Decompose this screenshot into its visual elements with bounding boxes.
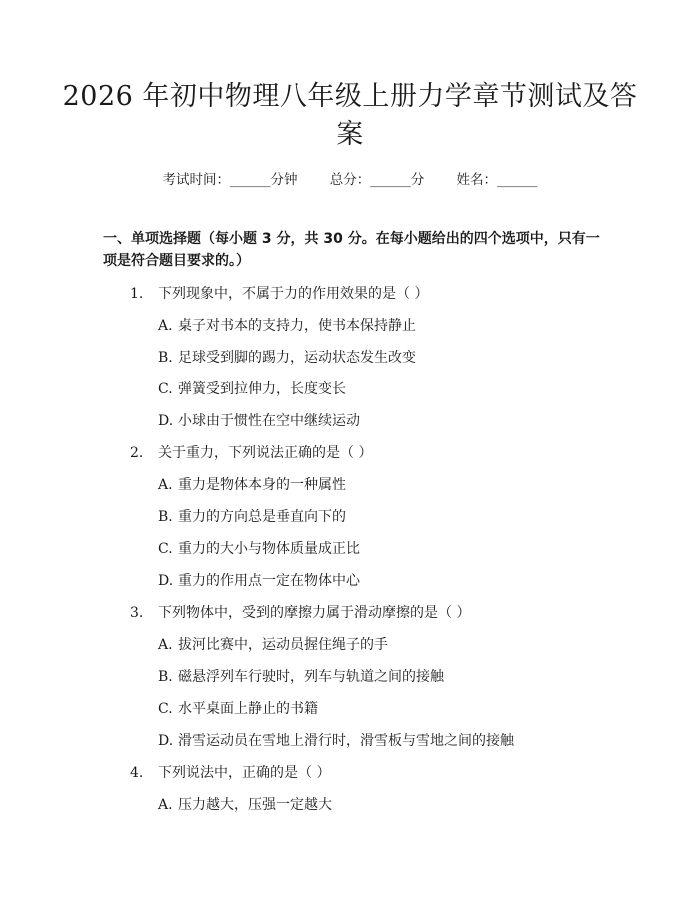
option-text: 桌子对书本的支持力，使书本保持静止 [178, 318, 416, 334]
option-letter: D. [158, 733, 174, 749]
option-letter: B. [158, 350, 173, 366]
option-letter: D. [158, 413, 174, 429]
question-4 [130, 762, 330, 782]
option-letter: D. [158, 573, 174, 589]
option-text: 磁悬浮列车行驶时，列车与轨道之间的接触 [178, 669, 444, 685]
exam-meta-line [0, 168, 700, 188]
question-text: 关于重力，下列说法正确的是（ ） [158, 445, 373, 461]
question-number: 3. [130, 605, 144, 621]
student-name-field: 姓名：______ [456, 172, 538, 188]
option-letter: C. [158, 381, 173, 397]
page-title: 2026 年初中物理八年级上册力学章节测试及答案 [62, 81, 638, 150]
question-2 [130, 442, 372, 462]
option-letter: A. [158, 318, 173, 334]
question-1 [130, 283, 428, 303]
option-letter: B. [158, 509, 173, 525]
option-text: 压力越大，压强一定越大 [178, 797, 332, 813]
question-3-option-b [158, 666, 444, 686]
section-header: 一、单项选择题（每小题 3 分，共 30 分。在每小题给出的四个选项中，只有一项是符合题目要求的。） [103, 231, 600, 269]
question-3-option-a [158, 634, 388, 654]
option-letter: C. [158, 541, 173, 557]
question-3-option-d [158, 730, 514, 750]
question-1-option-b [158, 347, 416, 367]
exam-time-field: 考试时间：______分钟 [162, 172, 298, 188]
question-text: 下列现象中，不属于力的作用效果的是（ ） [158, 286, 429, 302]
question-number: 1. [130, 286, 144, 302]
option-text: 重力的作用点一定在物体中心 [178, 573, 360, 589]
question-text: 下列说法中，正确的是（ ） [158, 765, 331, 781]
option-text: 弹簧受到拉伸力，长度变长 [178, 381, 346, 397]
option-text: 拔河比赛中，运动员握住绳子的手 [178, 637, 388, 653]
option-letter: C. [158, 701, 173, 717]
question-number: 4. [130, 765, 144, 781]
question-number: 2. [130, 445, 144, 461]
option-text: 重力的大小与物体质量成正比 [178, 541, 360, 557]
question-text: 下列物体中，受到的摩擦力属于滑动摩擦的是（ ） [158, 605, 471, 621]
question-1-option-d [158, 410, 360, 430]
option-text: 小球由于惯性在空中继续运动 [178, 413, 360, 429]
question-3 [130, 602, 470, 622]
option-text: 重力的方向总是垂直向下的 [178, 509, 346, 525]
question-4-option-a [158, 794, 332, 814]
option-text: 重力是物体本身的一种属性 [178, 477, 346, 493]
question-1-option-a [158, 315, 416, 335]
question-1-option-c [158, 378, 346, 398]
option-text: 滑雪运动员在雪地上滑行时，滑雪板与雪地之间的接触 [178, 733, 514, 749]
question-3-option-c [158, 698, 318, 718]
question-2-option-d [158, 570, 360, 590]
question-2-option-a [158, 474, 346, 494]
option-letter: B. [158, 669, 173, 685]
option-letter: A. [158, 797, 173, 813]
option-letter: A. [158, 477, 173, 493]
option-letter: A. [158, 637, 173, 653]
option-text: 足球受到脚的踢力，运动状态发生改变 [178, 350, 416, 366]
total-score-field: 总分：______分 [329, 172, 425, 188]
option-text: 水平桌面上静止的书籍 [178, 701, 318, 717]
question-2-option-c [158, 538, 360, 558]
question-2-option-b [158, 506, 346, 526]
